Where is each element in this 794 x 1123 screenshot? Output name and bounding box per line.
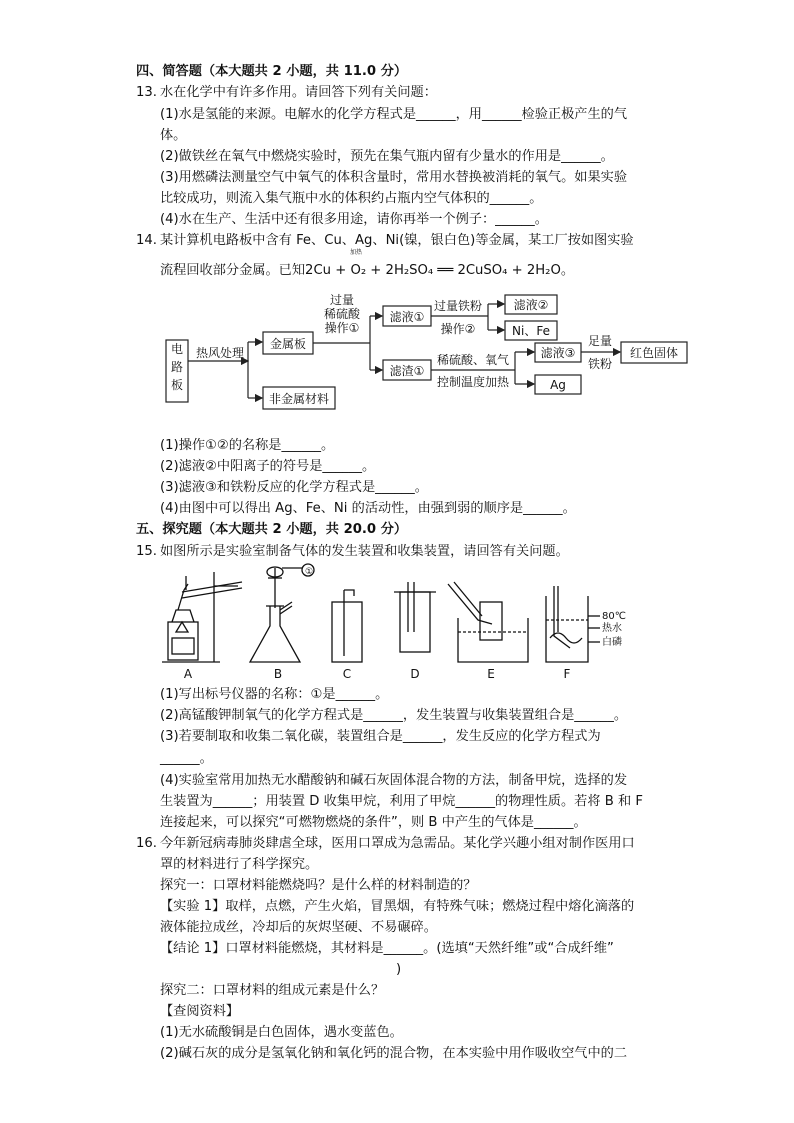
apparatus-c [332,590,362,662]
apparatus-f [546,586,600,662]
label-c: C [342,667,352,680]
f-label-temp: 80℃ [602,611,626,622]
q13-part1-cont: 体。 [160,128,187,143]
q16-stem-cont: 罩的材料进行了科学探究。 [160,857,319,872]
flow-filtrate1: 滤液① [389,310,425,324]
flow-cond-label-2: 控制温度加热 [436,375,510,389]
flow-filtrate3: 滤液③ [540,346,576,360]
q15-part3-cont: ______。 [160,751,213,766]
q16-experiment1: 【实验 1】取样，点燃，产生火焰，冒黑烟，有特殊气味；燃烧过程中熔化滴落的 [160,899,635,914]
q15-part2: (2)高锰酸钾制氧气的化学方程式是______，发生装置与收集装置组合是______。 [160,708,628,723]
q14-condition: 加热 [350,249,363,256]
flow-board-char-2: 路 [170,360,184,374]
q15-stem: 如图所示是实验室制备气体的发生装置和收集装置，请回答有关问题。 [160,544,569,559]
recycling-flowchart [160,290,700,414]
section-heading-5: 五、探究题（本大题共 2 小题，共 20.0 分） [136,522,408,537]
apparatus-d [394,582,436,652]
q13-part1: (1)水是氢能的来源。电解水的化学方程式是______，用______检验正极产生的气 [160,107,628,122]
label-e: E [487,667,495,680]
flow-ni-fe: Ni、Fe [512,324,550,338]
q16-reference2: (2)碱石灰的成分是氢氧化钠和氧化钙的混合物，在本实验中用作吸收空气中的二 [160,1046,628,1061]
q16-reference-heading: 【查阅资料】 [160,1004,240,1019]
flow-nonmetal: 非金属材料 [268,392,330,406]
q15-part1: (1)写出标号仪器的名称：①是______。 [160,687,389,702]
q15-part3: (3)若要制取和收集二氧化碳，装置组合是______，发生反应的化学方程式为 [160,729,601,744]
flow-red-solid: 红色固体 [629,346,679,360]
q13-stem: 水在化学中有许多作用。请回答下列有关问题： [160,85,437,100]
q13-part2: (2)做铁丝在氧气中燃烧实验时，预先在集气瓶内留有少量水的作用是______。 [160,149,614,164]
flow-iron-label-2: 操作② [440,322,476,336]
flow-acid-label-2: 稀硫酸 [323,307,361,321]
q14-part4: (4)由图中可以得出 Ag、Fe、Ni 的活动性，由强到弱的顺序是______。 [160,501,576,516]
flow-iron-label-1: 过量铁粉 [433,299,483,313]
q14-stem: 某计算机电路板中含有 Fe、Cu、Ag、Ni(镍，银白色)等金属，某工厂按如图实验 [160,233,634,248]
apparatus-figure [158,562,638,680]
q13-part3: (3)用燃磷法测量空气中氧气的体积含量时，常用水替换被消耗的氧气。如果实验 [160,170,628,185]
flow-ag: Ag [550,378,566,392]
q16-experiment1-cont: 液体能拉成丝，冷却后的灰烬坚硬、不易碾碎。 [160,920,437,935]
f-label-water: 热水 [602,623,622,634]
label-b: B [273,667,283,680]
question-number-13: 13. [136,85,157,100]
flow-acid-label-3: 操作① [324,321,360,335]
q14-part3: (3)滤液③和铁粉反应的化学方程式是______。 [160,480,428,495]
flow-acid-label-1: 过量 [329,293,355,307]
q15-part4-cont: 生装置为______；用装置 D 收集甲烷，利用了甲烷______的物理性质。若将 B 和 F [160,794,643,809]
q16-reference1: (1)无水硫酸铜是白色固体，遇水变蓝色。 [160,1025,403,1040]
section-heading-4: 四、简答题（本大题共 2 小题，共 11.0 分） [136,64,408,79]
label-a: A [183,667,193,680]
q16-inquiry1: 探究一：口罩材料能燃烧吗？是什么样的材料制造的？ [160,878,477,893]
apparatus-b [250,564,314,662]
label-d: D [410,667,420,680]
flow-filtrate2: 滤液② [513,298,549,312]
flow-board-char-3: 板 [170,378,184,392]
q14-stem-equation: 流程回收部分金属。已知2Cu + O₂ + 2H₂SO₄ ══ 2CuSO₄ + 2H₂O。 [160,263,575,278]
q13-part4: (4)水在生产、生活中还有很多用途，请你再举一个例子：______。 [160,212,548,227]
question-number-15: 15. [136,544,157,559]
f-label-phosphorus: 白磷 [602,637,622,648]
q15-part4-cont2: 连接起来，可以探究“可燃物燃烧的条件”，则 B 中产生的气体是______。 [160,815,587,830]
q16-conclusion1-cont: ) [396,962,402,977]
flow-board-char-1: 电 [170,342,184,356]
q13-part3-cont: 比较成功，则流入集气瓶中水的体积约占瓶内空气体积的______。 [160,191,543,206]
apparatus-a [162,572,242,662]
q14-part2: (2)滤液②中阳离子的符号是______。 [160,459,376,474]
q14-part1: (1)操作①②的名称是______。 [160,438,335,453]
q16-conclusion1: 【结论 1】口罩材料能燃烧，其材料是______。(选填“天然纤维”或“合成纤维” [160,941,614,956]
flow-fe2-label-2: 铁粉 [587,357,613,371]
label-f: F [563,667,571,680]
q15-part4: (4)实验室常用加热无水醋酸钠和碱石灰固体混合物的方法，制备甲烷，选择的发 [160,773,628,788]
apparatus-circle-label: ① [304,567,314,577]
q16-stem: 今年新冠病毒肺炎肆虐全球，医用口罩成为急需品。某化学兴趣小组对制作医用口 [160,836,635,851]
question-number-14: 14. [136,233,157,248]
flow-fe2-label-1: 足量 [587,334,613,348]
apparatus-e [448,582,528,662]
flow-cond-label-1: 稀硫酸、氧气 [436,353,510,367]
q16-inquiry2: 探究二：口罩材料的组成元素是什么？ [160,983,385,998]
flow-hot-air: 热风处理 [196,346,245,360]
flow-metal-plate: 金属板 [269,337,307,351]
question-number-16: 16. [136,836,157,851]
flow-residue1: 滤渣① [389,364,425,378]
